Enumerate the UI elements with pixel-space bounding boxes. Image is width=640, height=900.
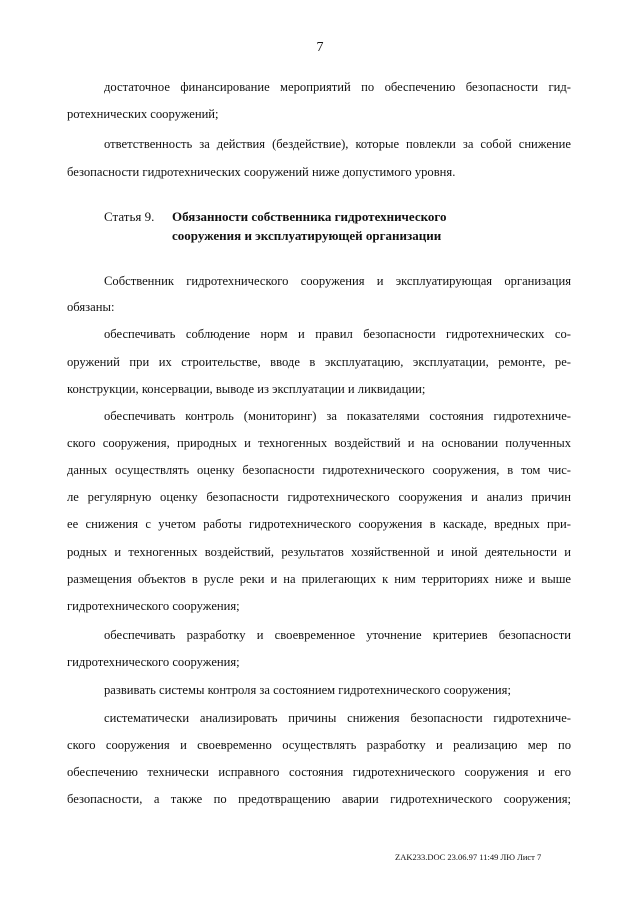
text-line: безопасности гидротехнических сооружений ниже допустимого уровня. [67,165,456,179]
text-line: ле регулярную оценку безопасности гидротехнического сооружения и анализ причин [67,490,571,504]
text-line: конструкции, консервации, выводе из эксплуатации и ликвидации; [67,382,426,396]
text-line: размещения объектов в русле реки и на прилегающих к ним территориях ниже и выше [67,572,571,586]
text-line: достаточное финансирование мероприятий по обеспечению безопасности гид- [104,80,571,94]
text-line: безопасности, а также по предотвращению аварии гидротехнического сооружения; [67,792,571,806]
page-number: 7 [316,40,324,55]
text-line: ответственность за действия (бездействие), которые повлекли за собой снижение [104,137,571,151]
text-line: развивать системы контроля за состоянием гидротехнического сооружения; [104,683,511,697]
article-number: Статья 9. [104,209,155,224]
text-line: систематически анализировать причины снижения безопасности гидротехниче- [104,711,571,725]
document-footer: ZAK233.DOC 23.06.97 11:49 ЛЮ Лист 7 [395,852,542,862]
text-line: ее снижения с учетом работы гидротехнического сооружения в каскаде, вредных при- [67,517,571,531]
text-line: обязаны: [67,300,115,314]
text-line: Собственник гидротехнического сооружения и эксплуатирующая организация [104,274,571,288]
text-line: ского сооружения, природных и техногенных воздействий и на основании полученных [67,436,571,450]
text-line: обеспечению технически исправного состояния гидротехнического сооружения и его [67,765,571,779]
text-line: родных и техногенных воздействий, результатов хозяйственной и иной деятельности и [67,545,571,559]
text-line: обеспечивать соблюдение норм и правил безопасности гидротехнических со- [104,327,571,341]
text-line: ского сооружения и своевременно осуществлять разработку и реализацию мер по [67,738,571,752]
article-title-line-2: сооружения и эксплуатирующей организации [172,228,442,243]
text-line: обеспечивать контроль (мониторинг) за показателями состояния гидротехниче- [104,409,571,423]
text-line: данных осуществлять оценку безопасности гидротехнического сооружения, в том чис- [67,463,571,477]
text-line: гидротехнического сооружения; [67,599,240,613]
text-line: обеспечивать разработку и своевременное уточнение критериев безопасности [104,628,571,642]
text-line: ротехнических сооружений; [67,107,219,121]
article-title-line-1: Обязанности собственника гидротехнического [172,209,447,224]
text-line: оружений при их строительстве, вводе в эксплуатацию, эксплуатации, ремонте, ре- [67,355,571,369]
text-line: гидротехнического сооружения; [67,655,240,669]
